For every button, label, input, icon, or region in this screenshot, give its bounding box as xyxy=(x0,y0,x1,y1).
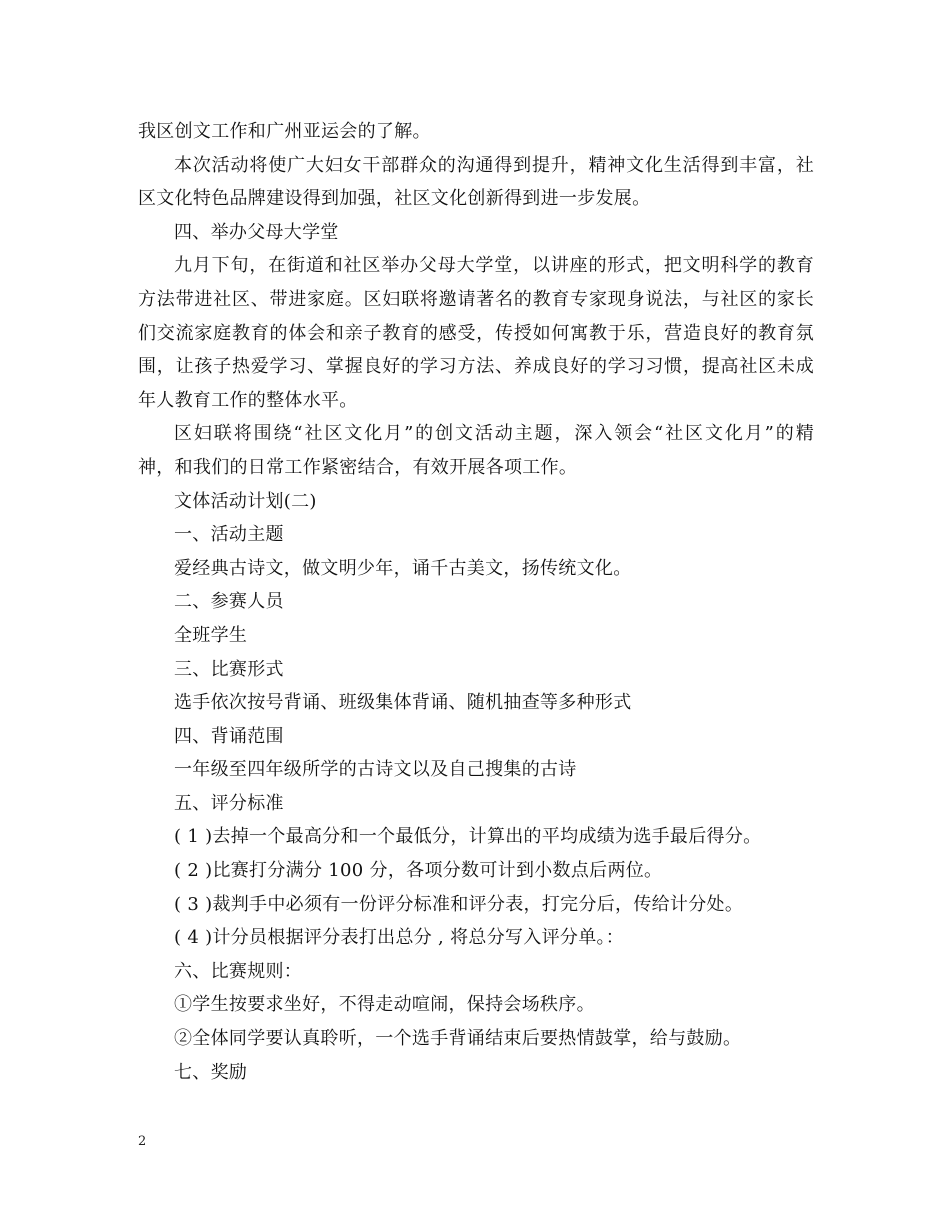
text-line: 七、奖励 xyxy=(174,1061,248,1083)
text-line: 三、比赛形式 xyxy=(174,658,284,680)
text-line: 区妇联将围绕“社区文化月”的创文活动主题，深入领会“社区文化月”的精 xyxy=(174,423,814,445)
text-line: 一、活动主题 xyxy=(174,524,284,546)
text-line: ①学生按要求坐好，不得走动喧闹，保持会场秩序。 xyxy=(174,994,595,1016)
body-text xyxy=(138,115,814,1089)
text-line: 九月下旬，在街道和社区举办父母大学堂，以讲座的形式，把文明科学的教育 xyxy=(174,255,814,277)
text-line: ( 1 )去掉一个最高分和一个最低分，计算出的平均成绩为选手最后得分。 xyxy=(174,826,762,848)
text-line: 区文化特色品牌建设得到加强，社区文化创新得到进一步发展。 xyxy=(138,188,651,210)
text-line: 五、评分标准 xyxy=(174,792,284,814)
text-line: 我区创文工作和广州亚运会的了解。 xyxy=(138,121,431,142)
text-line: ( 4 )计分员根据评分表打出总分 , 将总分写入评分单。： xyxy=(174,927,625,949)
text-line: ( 3 )裁判手中必须有一份评分标准和评分表，打完分后，传给计分处。 xyxy=(174,893,744,915)
text-line: 围，让孩子热爱学习、掌握良好的学习方法、养成良好的学习习惯，提高社区未成 xyxy=(138,356,814,378)
text-line: 本次活动将使广大妇女干部群众的沟通得到提升，精神文化生活得到丰富，社 xyxy=(174,154,814,176)
text-line: 一年级至四年级所学的古诗文以及自己搜集的古诗 xyxy=(174,759,577,781)
text-line: 们交流家庭教育的体会和亲子教育的感受，传授如何寓教于乐，营造良好的教育氛 xyxy=(138,322,814,344)
text-line: 年人教育工作的整体水平。 xyxy=(138,389,358,411)
text-line: 神，和我们的日常工作紧密结合，有效开展各项工作。 xyxy=(138,456,578,478)
text-line: 二、参赛人员 xyxy=(174,591,284,613)
text-line: 全班学生 xyxy=(174,624,248,646)
text-line: ( 2 )比赛打分满分 100 分，各项分数可计到小数点后两位。 xyxy=(174,860,663,882)
text-line: 四、举办父母大学堂 xyxy=(174,221,339,243)
page-number: 2 xyxy=(138,1134,147,1149)
text-line: 文体活动计划(二) xyxy=(174,490,317,512)
text-line: 选手依次按号背诵、班级集体背诵、随机抽查等多种形式 xyxy=(174,692,632,714)
text-line: ②全体同学要认真聆听，一个选手背诵结束后要热情鼓掌，给与鼓励。 xyxy=(174,1028,742,1050)
text-line: 六、比赛规则： xyxy=(174,960,303,982)
text-line: 四、背诵范围 xyxy=(174,725,284,747)
text-line: 方法带进社区、带进家庭。区妇联将邀请著名的教育专家现身说法，与社区的家长 xyxy=(138,288,814,310)
text-line: 爱经典古诗文，做文明少年，诵千古美文，扬传统文化。 xyxy=(174,557,632,579)
